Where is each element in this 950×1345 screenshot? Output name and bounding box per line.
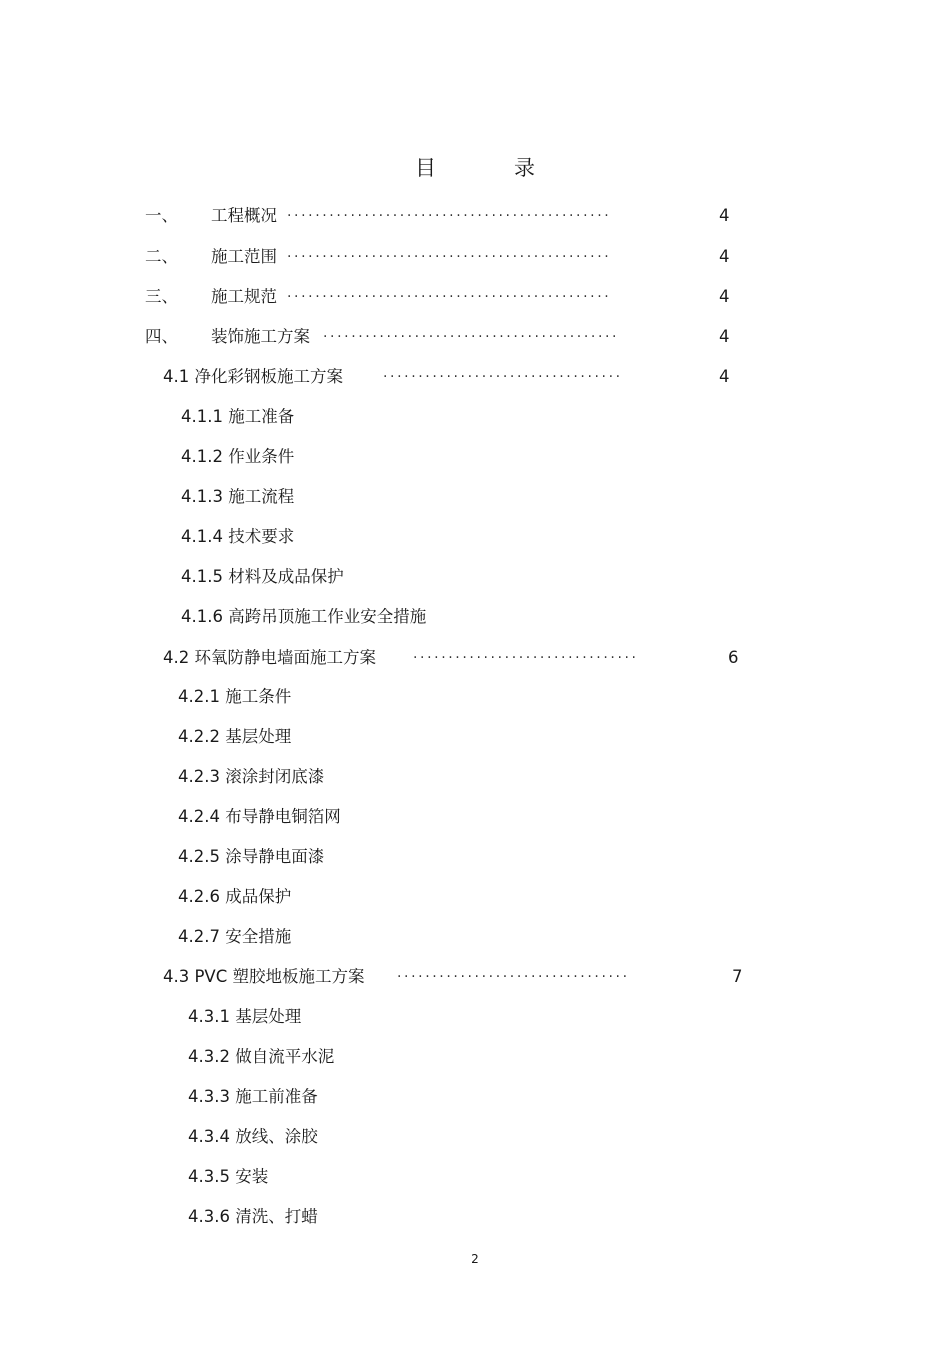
toc-entry-number: 一、 (145, 206, 178, 225)
toc-leader-dots: ·································· (383, 369, 623, 385)
toc-entry-3[interactable] (145, 284, 745, 310)
toc-subitem-label: 4.1.6 高跨吊顶施工作业安全措施 (181, 607, 427, 626)
toc-subitem-label: 4.1.3 施工流程 (181, 487, 295, 506)
toc-subitem-label: 4.2.2 基层处理 (178, 727, 292, 746)
toc-entry-label: 施工规范 (211, 287, 277, 306)
toc-subitem-label: 4.3.5 安装 (188, 1167, 269, 1186)
toc-entry-number: 三、 (145, 287, 178, 306)
page-number: 2 (471, 1252, 479, 1266)
toc-title-char-2: 录 (514, 156, 535, 180)
toc-entry-2[interactable] (145, 244, 745, 270)
toc-section-page: 4 (719, 367, 730, 386)
toc-section-4-2[interactable] (163, 645, 763, 671)
toc-section-4-3[interactable] (163, 964, 763, 990)
toc-subitem-label: 4.1.2 作业条件 (181, 447, 295, 466)
toc-entry-page: 4 (719, 247, 730, 266)
toc-entry-page: 4 (719, 287, 730, 306)
toc-leader-dots: ·········································· (323, 329, 620, 345)
toc-subitem-label: 4.2.7 安全措施 (178, 927, 292, 946)
toc-subitem-label: 4.1.4 技术要求 (181, 527, 295, 546)
toc-entry-label: 工程概况 (211, 206, 277, 225)
toc-leader-dots: ·············································· (287, 249, 612, 265)
toc-title (0, 152, 950, 182)
toc-entry-1[interactable] (145, 203, 745, 229)
toc-leader-dots: ································· (397, 969, 630, 985)
toc-section-label: 4.3 PVC 塑胶地板施工方案 (163, 967, 365, 986)
toc-section-page: 6 (728, 648, 739, 667)
toc-subitem-label: 4.3.3 施工前准备 (188, 1087, 318, 1106)
toc-entry-page: 4 (719, 206, 730, 225)
toc-entry-label: 装饰施工方案 (211, 327, 310, 346)
toc-entry-label: 施工范围 (211, 247, 277, 266)
toc-subitem-label: 4.3.6 清洗、打蜡 (188, 1207, 318, 1226)
toc-leader-dots: ·············································· (287, 208, 612, 224)
toc-subitem-label: 4.1.5 材料及成品保护 (181, 567, 344, 586)
toc-entry-page: 4 (719, 327, 730, 346)
toc-section-page: 7 (732, 967, 743, 986)
toc-subitem-label: 4.2.4 布导静电铜箔网 (178, 807, 341, 826)
toc-leader-dots: ·············································· (287, 289, 612, 305)
toc-title-char-1: 目 (415, 156, 436, 180)
toc-entry-4[interactable] (145, 324, 745, 350)
toc-subitem-label: 4.3.2 做自流平水泥 (188, 1047, 335, 1066)
toc-subitem-label: 4.2.5 涂导静电面漆 (178, 847, 325, 866)
toc-section-label: 4.2 环氧防静电墙面施工方案 (163, 648, 376, 667)
toc-subitem-label: 4.2.6 成品保护 (178, 887, 292, 906)
toc-subitem-label: 4.2.1 施工条件 (178, 687, 292, 706)
toc-section-4-1[interactable] (163, 364, 763, 390)
toc-subitem-label: 4.3.4 放线、涂胶 (188, 1127, 318, 1146)
toc-subitem-label: 4.1.1 施工准备 (181, 407, 295, 426)
toc-entry-number: 四、 (145, 327, 178, 346)
toc-entry-number: 二、 (145, 247, 178, 266)
toc-subitem-label: 4.3.1 基层处理 (188, 1007, 302, 1026)
toc-subitem-label: 4.2.3 滚涂封闭底漆 (178, 767, 325, 786)
toc-section-label: 4.1 净化彩钢板施工方案 (163, 367, 343, 386)
toc-leader-dots: ································ (413, 650, 639, 666)
